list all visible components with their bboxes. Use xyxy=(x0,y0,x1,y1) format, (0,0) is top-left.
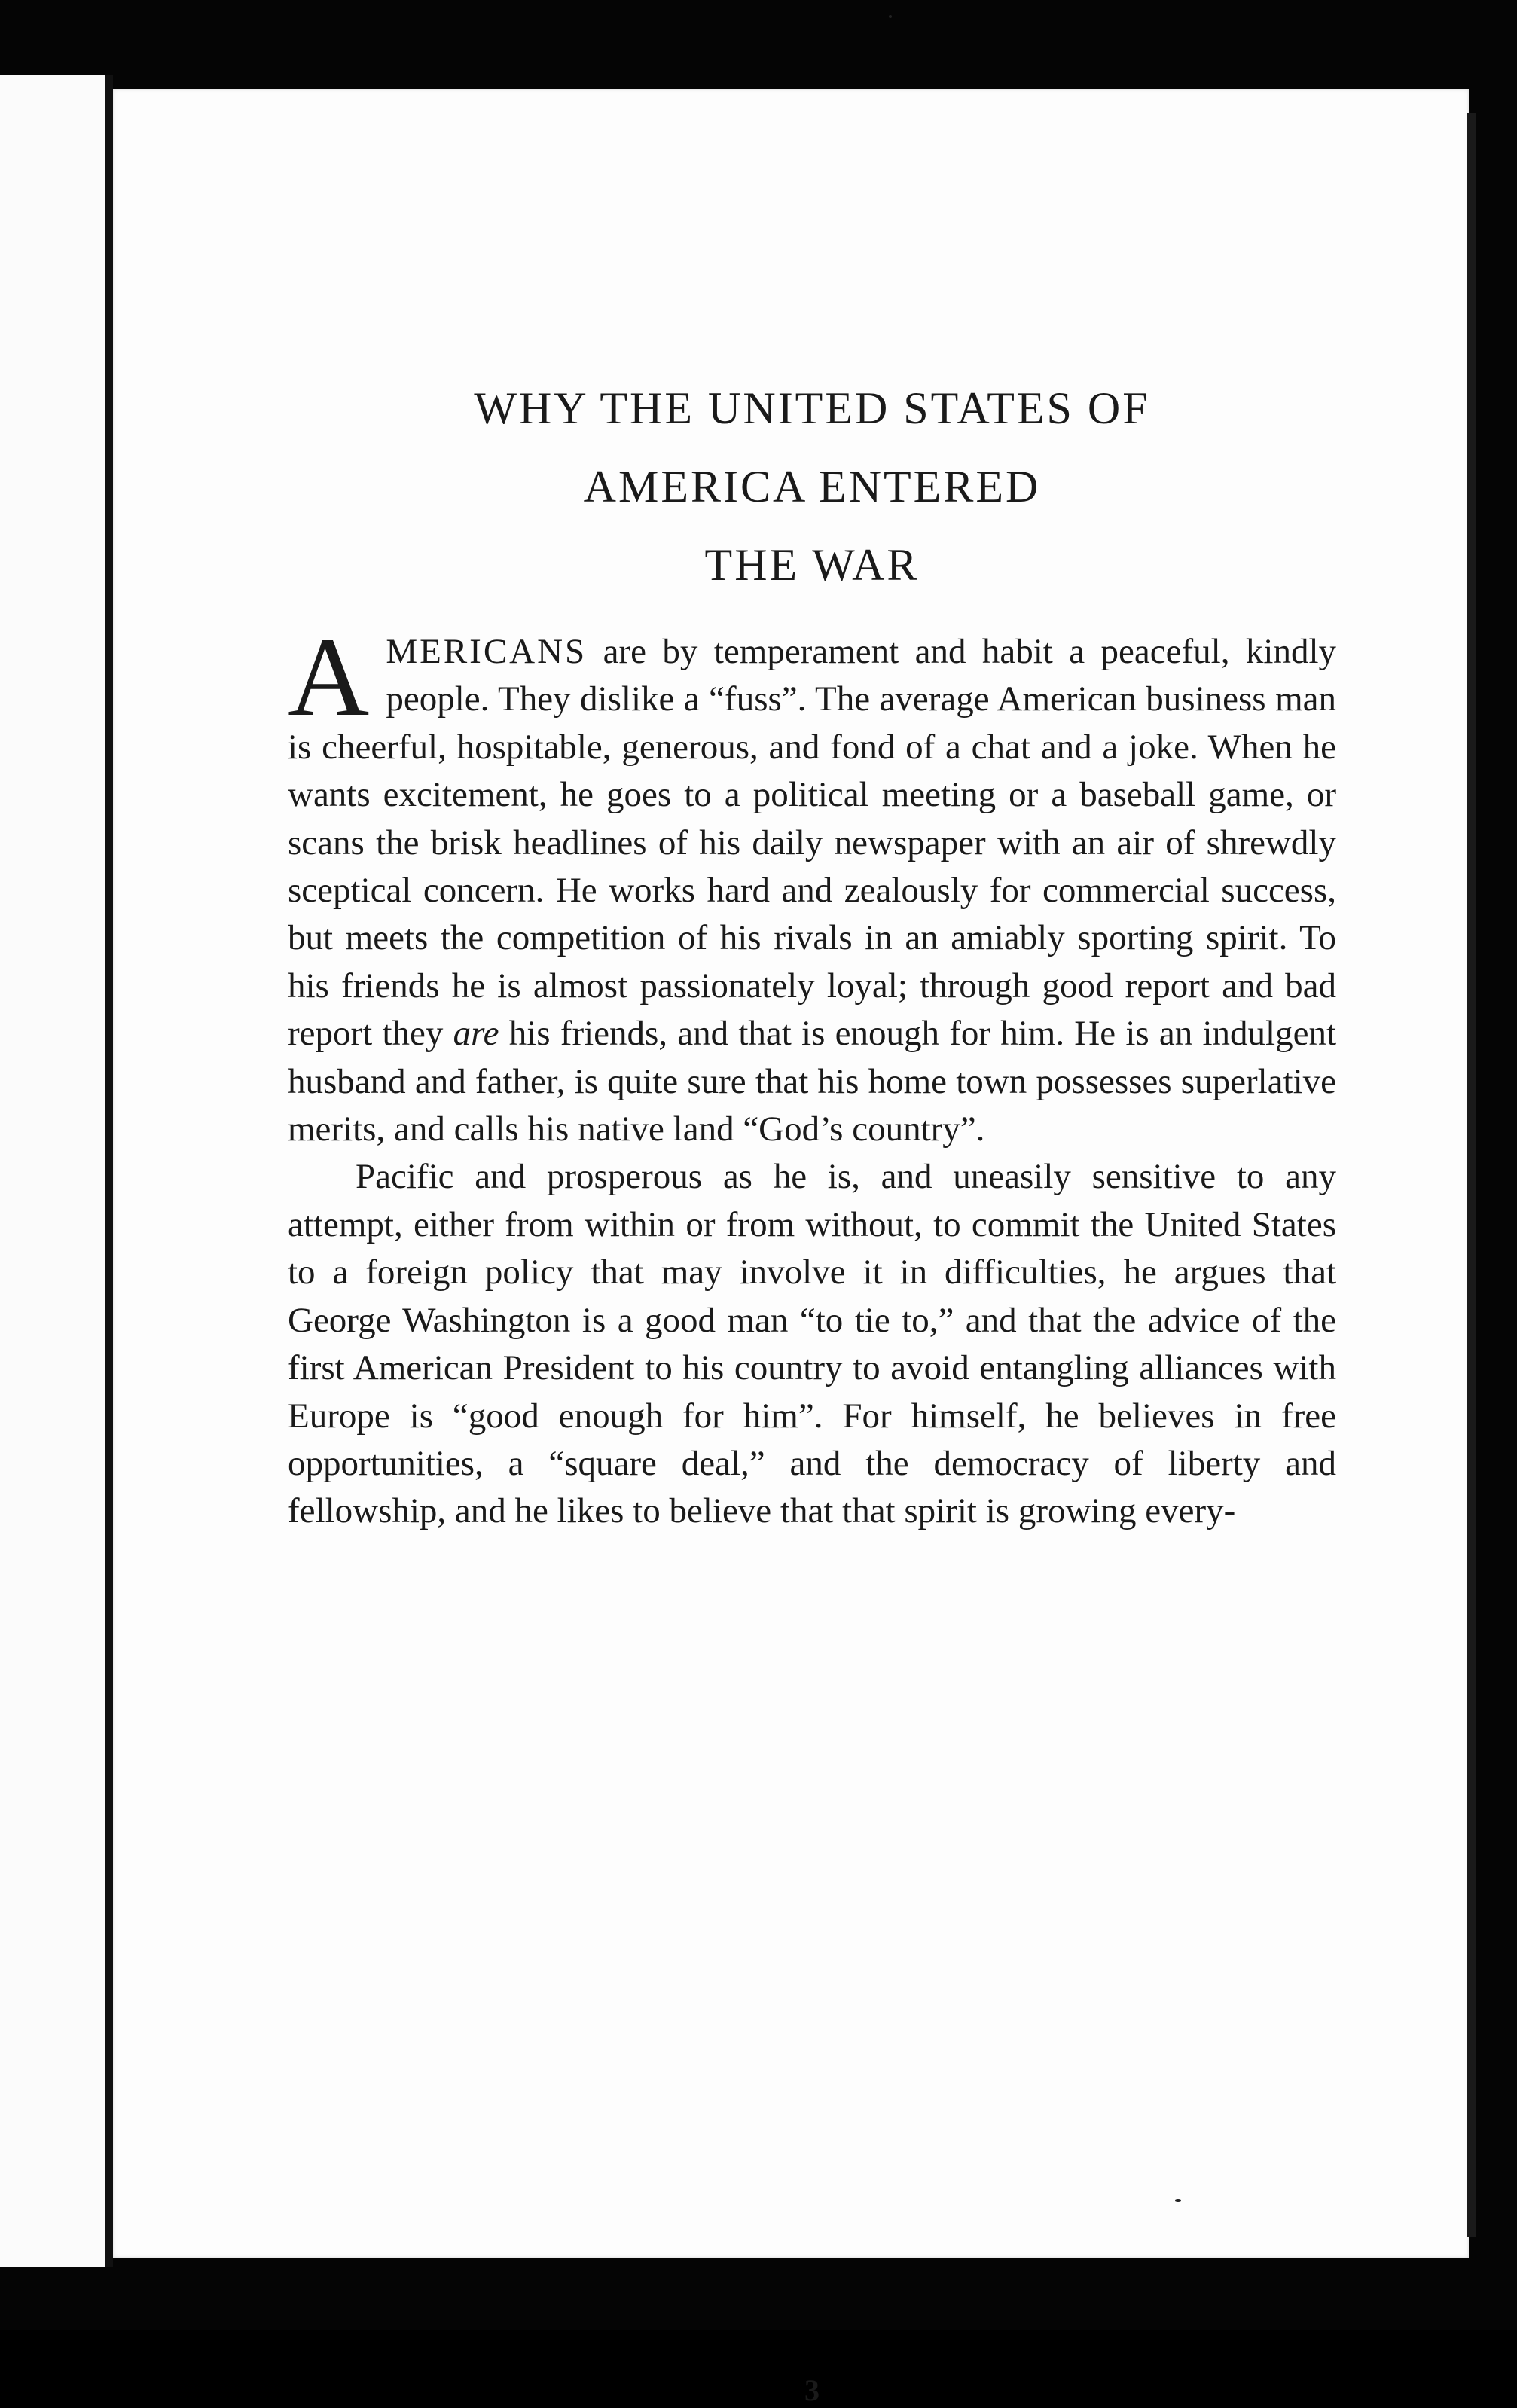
paragraph-1 xyxy=(288,615,1336,1153)
paragraph-1-text-b: his friends, and that is enough for him. He is an indulgent husband and father, is quite sure that his home town possesses superlative merits, and calls his native land “God’s country”. xyxy=(288,1014,1336,1149)
paragraph-2: Pacific and prosperous as he is, and uneasily sensitive to any attempt, either from within or from without, to commit the United States to a foreign policy that may involve it in difficulties, he argues that George Washington is a good man “to tie to,” and that the advice of the first American President to his country to avoid entangling alliances with Europe is “good enough for him”. For himself, he believes in free opportunities, a “square deal,” and the democracy of liberty and fellowship, and he likes to believe that that spirit is growing every- xyxy=(288,1157,1336,1531)
title-line-1: WHY THE UNITED STATES OF xyxy=(474,383,1150,433)
page-text-block xyxy=(288,369,1336,2407)
lead-word: MERICANS xyxy=(386,632,588,671)
book-page xyxy=(113,89,1469,2407)
body-text xyxy=(288,615,1336,1536)
page-number: 3 xyxy=(804,2373,820,2407)
chapter-title xyxy=(288,369,1336,604)
paragraph-1-text-a: are by temperament and habit a peaceful, kindly people. They dislike a “fuss”. The average American business man is cheerful, hospitable, generous, and fond of a chat and a joke. When he wants excitement, he goes to a political meeting or a baseball game, or scans the brisk headlines of his daily newspaper with an air of shrewdly sceptical concern. He works hard and zealously for commercial success, but meets the competition of his rivals in an amiably sporting spirit. To his friends he is almost passionately loyal; through good report and bad report they xyxy=(288,632,1336,1054)
italic-word: are xyxy=(453,1014,499,1054)
scan-speck xyxy=(1175,2199,1181,2202)
drop-cap: A xyxy=(288,615,370,740)
title-line-2: AMERICA ENTERED xyxy=(583,462,1041,511)
scan-speck xyxy=(889,15,892,18)
right-page-shadow xyxy=(1467,113,1476,2237)
left-page-edge xyxy=(0,75,113,2267)
title-line-3: THE WAR xyxy=(704,540,920,590)
